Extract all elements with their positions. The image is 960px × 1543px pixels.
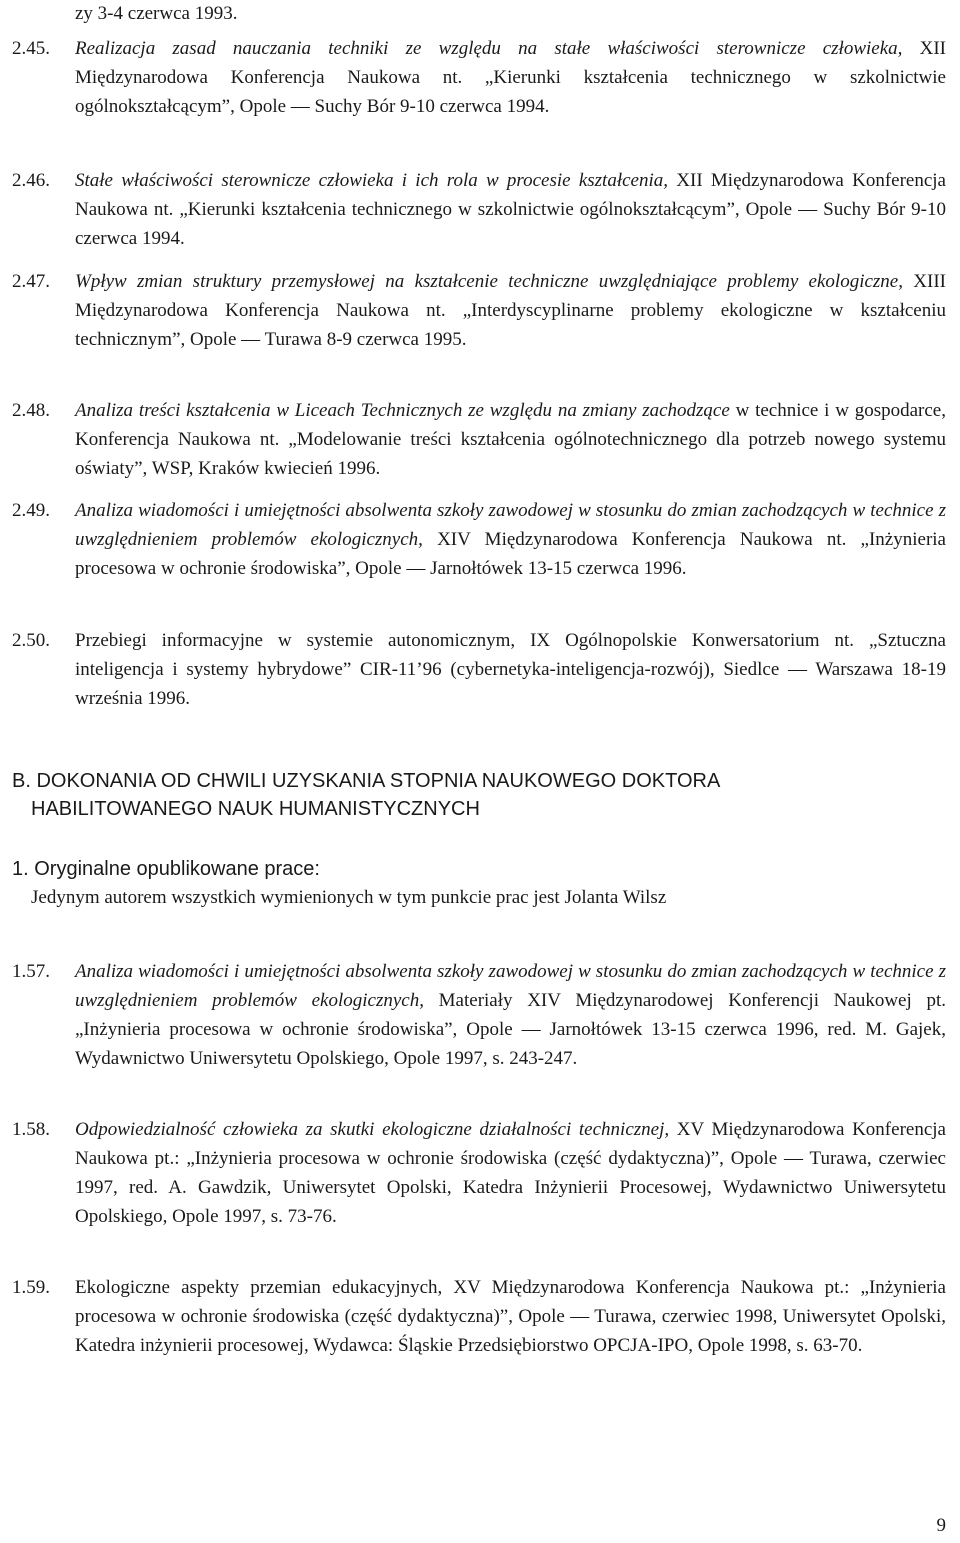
entry-number: 2.46. [12, 170, 50, 191]
entry-details: XV Międzynarodowa Konferencja Naukowa pt.: „Inżynieria procesowa w ochronie środowiska (część dydaktyczna)”, Opole — Turawa, czerwiec 1998, Uniwersytet Opolski, Katedra inżynierii procesowej, Wydawca: Śląskie Przedsiębiorstwo OPCJA-IPO, Opole 1998, s. 63-70. [75, 1277, 946, 1356]
page-number: 9 [936, 1515, 946, 1536]
entry-number: 1.57. [12, 961, 50, 982]
entry-number: 2.50. [12, 630, 50, 651]
entry-title: Realizacja zasad nauczania techniki ze względu na stałe właściwości sterownicze człowieka, [75, 38, 903, 59]
list-item [12, 166, 946, 253]
list-item [12, 496, 946, 583]
entry-number: 2.45. [12, 38, 50, 59]
section-heading-line-1: B. DOKONANIA OD CHWILI UZYSKANIA STOPNIA NAUKOWEGO DOKTORA [12, 770, 721, 792]
list-item [12, 1273, 946, 1360]
entry-title: Ekologiczne aspekty przemian edukacyjnych, [75, 1277, 443, 1298]
list-item [12, 1115, 946, 1231]
entry-details: w technice i w gospodarce, Konferencja Naukowa nt. „Modelowanie treści kształcenia ogólnotechnicznego dla potrzeb nowego systemu oświaty”, WSP, Kraków kwiecień 1996. [75, 400, 946, 479]
entry-details: Materiały XIV Międzynarodowej Konferencji Naukowej pt. „Inżynieria procesowa w ochronie środowiska”, Opole — Jarnołtówek 13-15 czerwca 1996, red. M. Gajek, Wydawnictwo Uniwersytetu Opolskiego, Opole 1997, s. 243-247. [75, 990, 946, 1069]
subsection-heading: 1. Oryginalne opublikowane prace: [12, 858, 320, 880]
list-item [12, 626, 946, 713]
list-item [12, 396, 946, 483]
entry-title: Analiza wiadomości i umiejętności absolwenta szkoły zawodowej w stosunku do zmian zachodzących w technice z uwzględnieniem problemów ekologicznych, [75, 500, 946, 550]
entry-title: Przebiegi informacyjne w systemie autonomicznym, [75, 630, 516, 651]
entry-title: Analiza wiadomości i umiejętności absolwenta szkoły zawodowej w stosunku do zmian zachodzących w technice z uwzględnieniem problemów ekologicznych, [75, 961, 946, 1011]
list-item [12, 34, 946, 121]
entry-details: XIV Międzynarodowa Konferencja Naukowa nt. „Inżynieria procesowa w ochronie środowiska”, Opole — Jarnołtówek 13-15 czerwca 1996. [75, 529, 946, 579]
entry-title: Wpływ zmian struktury przemysłowej na kształcenie techniczne uwzględniające problemy ekologiczne, [75, 271, 903, 292]
entry-title: Odpowiedzialność człowieka za skutki ekologiczne działalności technicznej, [75, 1119, 670, 1140]
entry-number: 2.48. [12, 400, 50, 421]
list-item [12, 957, 946, 1073]
entry-number: 2.47. [12, 271, 50, 292]
entry-details: XIII Międzynarodowa Konferencja Naukowa nt. „Interdyscyplinarne problemy ekologiczne w kształceniu technicznym”, Opole — Turawa 8-9 czerwca 1995. [75, 271, 946, 350]
entry-details: XV Międzynarodowa Konferencja Naukowa pt.: „Inżynieria procesowa w ochronie środowiska (część dydaktyczna)”, Opole — Turawa, czerwiec 1997, red. A. Gawdzik, Uniwersytet Opolski, Katedra Inżynierii Procesowej, Wydawnictwo Uniwersytetu Opolskiego, Opole 1997, s. 73-76. [75, 1119, 946, 1227]
section-heading [12, 767, 720, 823]
entry-number: 1.58. [12, 1119, 50, 1140]
section-heading-line-2: HABILITOWANEGO NAUK HUMANISTYCZNYCH [31, 798, 480, 820]
author-note: Jedynym autorem wszystkich wymienionych w tym punkcie prac jest Jolanta Wilsz [31, 887, 667, 908]
entry-number: 2.49. [12, 500, 50, 521]
entry-title: Analiza treści kształcenia w Liceach Technicznych ze względu na zmiany zachodzące [75, 400, 730, 421]
entry-details: XII Międzynarodowa Konferencja Naukowa nt. „Kierunki kształcenia technicznego w szkolnictwie ogólnokształcącym”, Opole — Suchy Bór 9-10 czerwca 1994. [75, 38, 946, 117]
entry-details: IX Ogólnopolskie Konwersatorium nt. „Sztuczna inteligencja i systemy hybrydowe” CIR-11’96 (cybernetyka-inteligencja-rozwój), Siedlce — Warszawa 18-19 września 1996. [75, 630, 946, 709]
entry-details: XII Międzynarodowa Konferencja Naukowa nt. „Kierunki kształcenia technicznego w szkolnictwie ogólnokształcącym”, Opole — Suchy Bór 9-10 czerwca 1994. [75, 170, 946, 249]
continuation-line: zy 3-4 czerwca 1993. [75, 3, 238, 24]
entry-title: Stałe właściwości sterownicze człowieka i ich rola w procesie kształcenia, [75, 170, 669, 191]
list-item [12, 267, 946, 354]
entry-number: 1.59. [12, 1277, 50, 1298]
